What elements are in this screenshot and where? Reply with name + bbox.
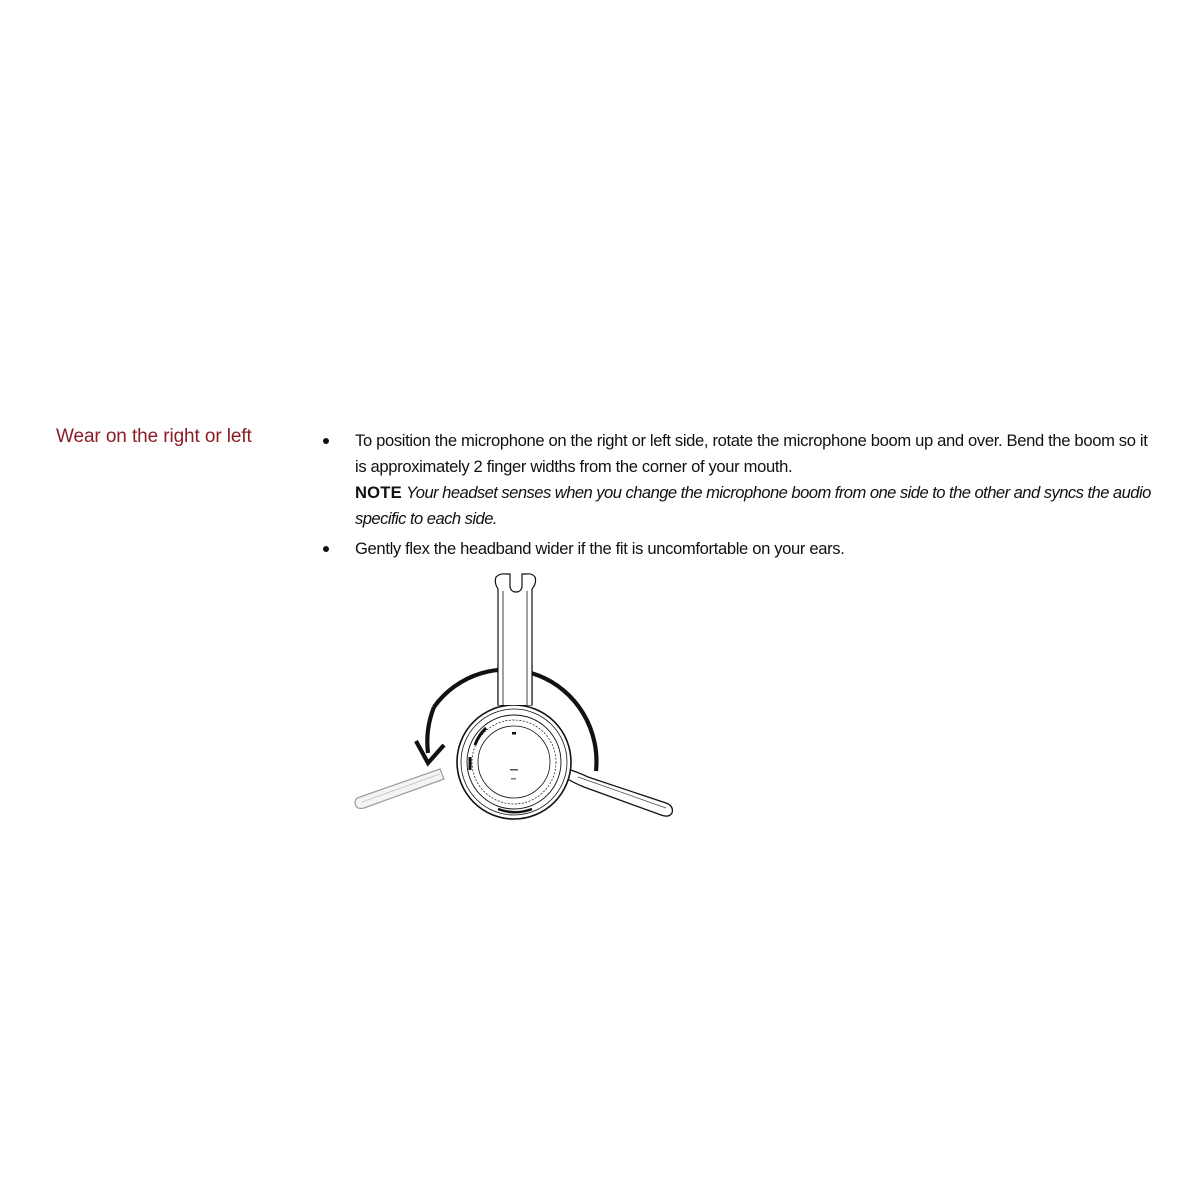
bullet-icon xyxy=(323,438,329,444)
earcup-icon xyxy=(457,705,571,819)
instruction-text: To position the microphone on the right or left side, rotate the microphone boom up and over. Bend the boom so it is approximately 2 finger widths from the corner of your mouth. xyxy=(355,431,1148,476)
microphone-boom-left-icon xyxy=(355,769,444,808)
section-heading: Wear on the right or left xyxy=(56,426,252,447)
instruction-item xyxy=(322,536,1162,562)
microphone-boom-right-icon xyxy=(565,768,672,816)
instruction-item xyxy=(322,428,1162,532)
instruction-list xyxy=(322,428,1162,562)
note-text: Your headset senses when you change the microphone boom from one side to the other and syncs the audio specific to each side. xyxy=(355,483,1151,528)
instruction-text: Gently flex the headband wider if the fit is uncomfortable on your ears. xyxy=(355,539,845,558)
bullet-icon xyxy=(323,546,329,552)
note-label: NOTE xyxy=(355,483,402,502)
headset-illustration xyxy=(340,565,690,825)
